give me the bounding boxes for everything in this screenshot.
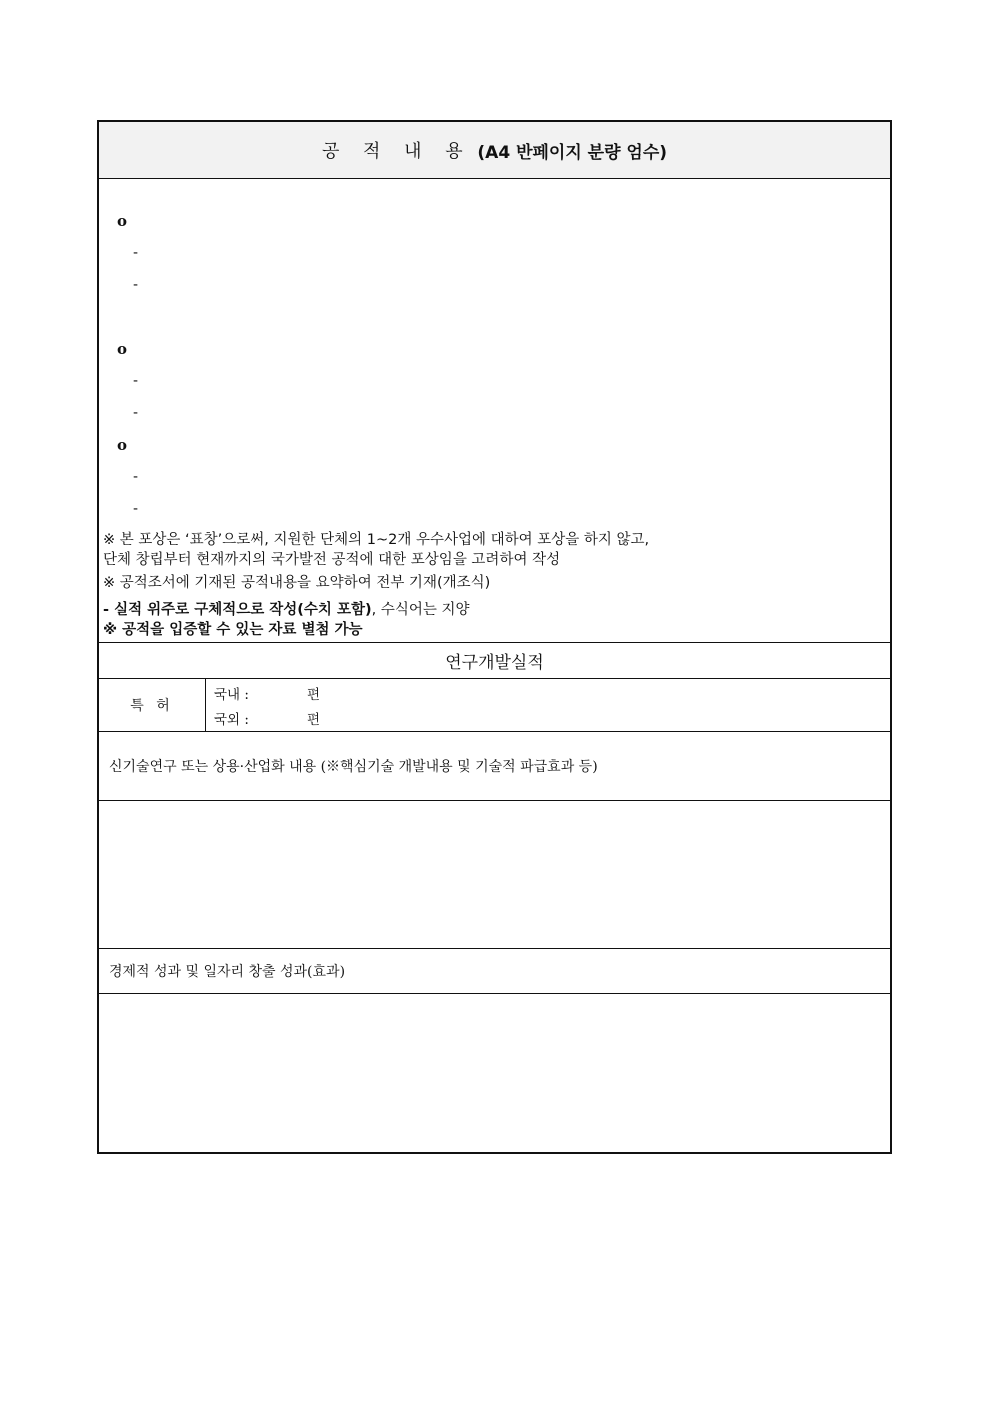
- header-subtitle: (A4 반페이지 분량 엄수): [477, 142, 668, 163]
- dash-1-2: -: [133, 277, 139, 293]
- patent-domestic-unit[interactable]: 편: [307, 687, 321, 703]
- dash-2-2: -: [133, 405, 139, 421]
- patent-foreign-unit[interactable]: 편: [307, 712, 321, 728]
- patent-row: [99, 679, 890, 732]
- patent-foreign-label: 국외 :: [214, 712, 249, 728]
- achievement-form: [97, 120, 892, 1154]
- header-title: 공 적 내 용: [321, 141, 472, 162]
- note-2: 단체 창립부터 현재까지의 국가발전 공적에 대한 포상임을 고려하여 작성: [103, 552, 561, 568]
- dash-1-1: -: [133, 245, 139, 261]
- note-4: [103, 600, 470, 620]
- econ-section-label: 경제적 성과 및 일자리 창출 성과(효과): [99, 949, 890, 994]
- research-title: 연구개발실적: [99, 643, 890, 679]
- patent-label: 특 허: [99, 679, 206, 731]
- content-area[interactable]: [99, 179, 890, 643]
- note-4-bold: - 실적 위주로 구체적으로 작성(수치 포함): [103, 602, 372, 618]
- bullet-3: o: [117, 436, 128, 454]
- tech-section-label: 신기술연구 또는 상용·산업화 내용 (※핵심기술 개발내용 및 기술적 파급효과 등): [99, 732, 890, 801]
- patent-domestic-label: 국내 :: [214, 687, 249, 703]
- bullet-2: o: [117, 340, 128, 358]
- form-header: [99, 122, 890, 179]
- note-5: ※ 공적을 입증할 수 있는 자료 별첨 가능: [103, 622, 363, 638]
- dash-3-1: -: [133, 469, 139, 485]
- dash-3-2: -: [133, 501, 139, 517]
- note-3: ※ 공적조서에 기재된 공적내용을 요약하여 전부 기재(개조식): [103, 575, 491, 591]
- bullet-1: o: [117, 212, 128, 230]
- note-4-rest: , 수식어는 지양: [371, 602, 470, 618]
- econ-section-body[interactable]: [99, 994, 890, 1152]
- tech-section-body[interactable]: [99, 801, 890, 949]
- dash-2-1: -: [133, 373, 139, 389]
- note-1: ※ 본 포상은 ‘표창’으로써, 지원한 단체의 1~2개 우수사업에 대하여 포상을 하지 않고,: [103, 532, 650, 548]
